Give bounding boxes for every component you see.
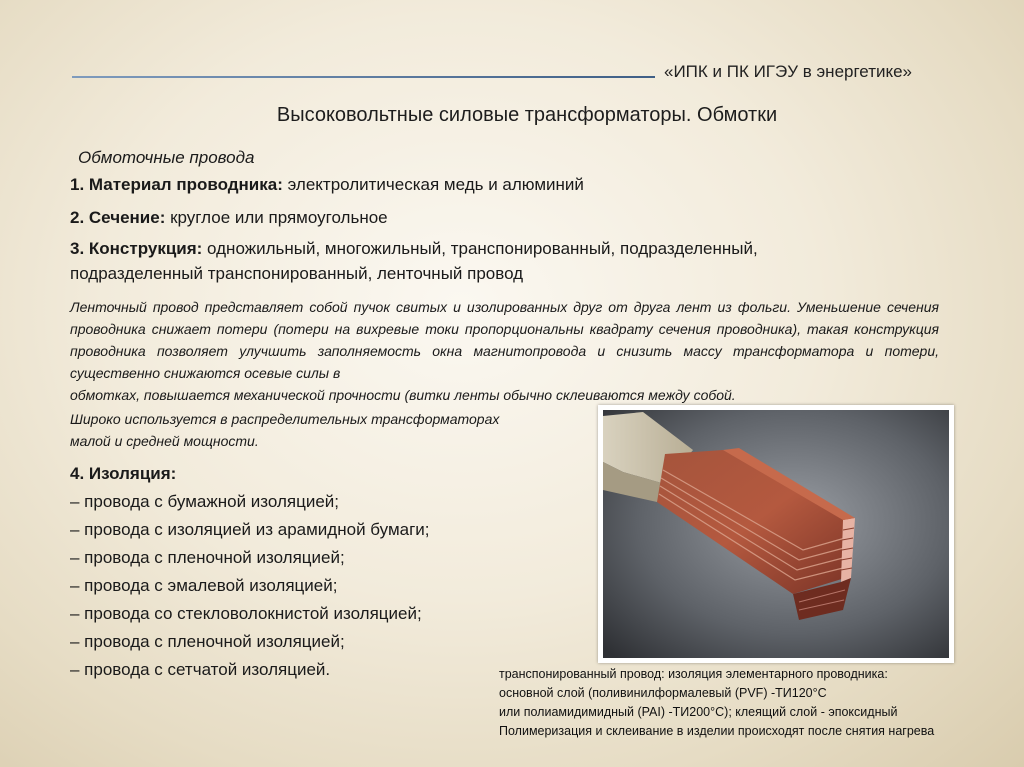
item-material-label: 1. Материал проводника: <box>70 175 283 194</box>
header-divider-line <box>72 76 655 78</box>
item-construction-text-cont: подразделенный транспонированный, ленточный провод <box>70 264 524 283</box>
insulation-item: – провода с пленочной изоляцией; <box>70 632 345 651</box>
insulation-item: – провода с пленочной изоляцией; <box>70 548 345 567</box>
caption-line-3: или полиамидимидный (PAI) -ТИ200°С); клеящий слой - эпоксидный <box>499 705 898 719</box>
conductor-illustration <box>603 410 949 658</box>
description-line-2: Уменьшение сечения проводника снижает потери (потери на вихревые токи пропорциональны квадрату <box>70 299 940 337</box>
ribbon-wire-description <box>70 296 939 406</box>
caption-line-4: Полимеризация и склеивание в изделии происходят после снятия нагрева <box>499 724 935 738</box>
item-section-text: круглое или прямоугольное <box>165 208 388 227</box>
description-line-4: магнитопровода и снизить массу трансформатора и потери, существенно снижаются осевые силы в <box>70 343 940 381</box>
ribbon-conductor-photo <box>598 405 954 663</box>
description-line-1: Ленточный провод представляет собой пучок свитых и изолированных друг от друга лент из фольги. <box>70 299 791 315</box>
item-section <box>70 205 388 230</box>
insulation-item: – провода с изоляцией из арамидной бумаги; <box>70 520 430 539</box>
caption-line-2: основной слой (поливинилформалевый (PVF) -ТИ120°С <box>499 686 827 700</box>
item-material-text: электролитическая медь и алюминий <box>282 175 584 194</box>
caption-line-1: транспонированный провод: изоляция элементарного проводника: <box>499 667 888 681</box>
description-line-3: сечения проводника), такая конструкция проводника позволяет улучшить заполняемость окна <box>70 321 939 359</box>
item-section-label: 2. Сечение: <box>70 208 166 227</box>
usage-line-2: малой и средней мощности. <box>70 433 259 449</box>
item-construction-text: одножильный, многожильный, транспонированный, подразделенный, <box>202 239 758 258</box>
insulation-title: 4. Изоляция: <box>70 464 177 483</box>
usage-note <box>70 408 600 452</box>
insulation-item: – провода со стекловолокнистой изоляцией; <box>70 604 422 623</box>
item-material <box>70 172 584 197</box>
item-construction <box>70 236 758 286</box>
header-organization: «ИПК и ПК ИГЭУ в энергетике» <box>664 62 913 81</box>
insulation-list <box>70 460 430 684</box>
photo-caption <box>499 665 934 741</box>
description-line-5: обмотках, повышается механической прочности (витки ленты обычно склеиваются между собой. <box>70 387 736 403</box>
insulation-item: – провода с сетчатой изоляцией. <box>70 660 331 679</box>
insulation-item: – провода с эмалевой изоляцией; <box>70 576 338 595</box>
insulation-item: – провода с бумажной изоляцией; <box>70 492 339 511</box>
slide-title: Высоковольтные силовые трансформаторы. Обмотки <box>276 104 778 126</box>
usage-line-1: Широко используется в распределительных трансформаторах <box>70 411 500 427</box>
section-subheading: Обмоточные провода <box>78 148 255 167</box>
item-construction-label: 3. Конструкция: <box>70 239 203 258</box>
